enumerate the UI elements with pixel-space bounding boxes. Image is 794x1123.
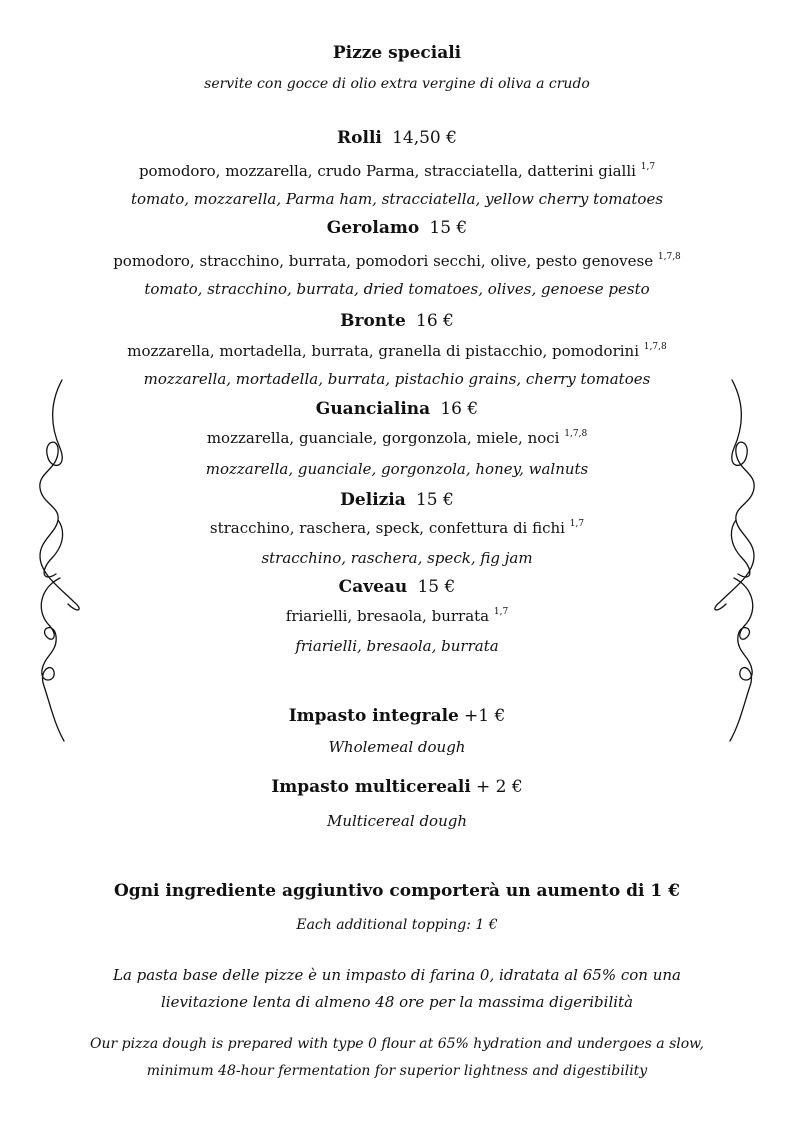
dough-multicereali-heading <box>0 777 794 797</box>
pizza-name: Guancialina <box>315 399 431 419</box>
allergen-codes: 1,7,8 <box>643 342 667 352</box>
pizza-ingredients-en: stracchino, raschera, speck, fig jam <box>261 549 533 567</box>
pizza-heading-rolli <box>0 128 794 148</box>
pizza-heading-bronte <box>0 311 794 331</box>
pizza-ingredients-en: mozzarella, mortadella, burrata, pistachio grains, cherry tomatoes <box>143 370 651 388</box>
pizza-name: Bronte <box>340 311 406 331</box>
allergen-codes: 1,7 <box>493 607 509 617</box>
pizza-ingredients-en: tomato, mozzarella, Parma ham, stracciatella, yellow cherry tomatoes <box>130 190 664 208</box>
pizza-ingredients-it <box>0 162 794 180</box>
dough-price: +1 € <box>463 706 506 726</box>
ingredients-it-text: pomodoro, stracchino, burrata, pomodori secchi, olive, pesto genovese <box>113 252 654 270</box>
allergen-codes: 1,7 <box>640 162 656 172</box>
menu-title: Pizze speciali <box>332 43 462 63</box>
pizza-ingredients-it <box>0 607 794 625</box>
dough-note-it-line2: lievitazione lenta di almeno 48 ore per la massima digeribilità <box>160 993 634 1011</box>
pizza-name: Gerolamo <box>326 218 420 238</box>
pizza-heading-gerolamo <box>0 218 794 238</box>
dough-name: Impasto multicereali <box>271 777 471 797</box>
allergen-codes: 1,7,8 <box>564 429 588 439</box>
dough-price: + 2 € <box>475 777 523 797</box>
pizza-ingredients-it <box>0 429 794 447</box>
allergen-codes: 1,7,8 <box>657 252 681 262</box>
ingredients-it-text: pomodoro, mozzarella, crudo Parma, stracciatella, datterini gialli <box>138 162 636 180</box>
ingredients-it-text: friarielli, bresaola, burrata <box>285 607 490 625</box>
pizza-heading-delizia <box>0 490 794 510</box>
pizza-ingredients-en: mozzarella, guanciale, gorgonzola, honey, walnuts <box>205 460 589 478</box>
extra-topping-it: Ogni ingrediente aggiuntivo comporterà un aumento di 1 € <box>114 881 680 901</box>
allergen-codes: 1,7 <box>569 519 585 529</box>
dough-note-en-line2: minimum 48-hour fermentation for superior lightness and digestibility <box>146 1063 648 1079</box>
extra-topping-en: Each additional topping: 1 € <box>296 917 498 933</box>
dough-integrale-heading <box>0 706 794 726</box>
pizza-ingredients-it <box>0 519 794 537</box>
pizza-price: 15 € <box>417 577 456 597</box>
pizza-price: 15 € <box>415 490 454 510</box>
menu-subtitle: servite con gocce di olio extra vergine di oliva a crudo <box>204 76 590 92</box>
pizza-price: 16 € <box>416 311 454 331</box>
pizza-ingredients-en: friarielli, bresaola, burrata <box>295 637 499 655</box>
pizza-price: 15 € <box>429 218 468 238</box>
pizza-ingredients-it <box>0 342 794 360</box>
dough-integrale-en: Wholemeal dough <box>328 738 466 756</box>
pizza-heading-caveau <box>0 577 794 597</box>
pizza-price: 16 € <box>440 399 479 419</box>
dough-note-it-line1: La pasta base delle pizze è un impasto di farina 0, idratata al 65% con una <box>113 966 681 984</box>
dough-multicereali-en: Multicereal dough <box>326 812 468 830</box>
pizza-ingredients-en: tomato, stracchino, burrata, dried tomatoes, olives, genoese pesto <box>144 280 650 298</box>
ingredients-it-text: stracchino, raschera, speck, confettura di fichi <box>209 519 565 537</box>
pizza-heading-guancialina <box>0 399 794 419</box>
dough-name: Impasto integrale <box>288 706 459 726</box>
ingredients-it-text: mozzarella, mortadella, burrata, granella di pistacchio, pomodorini <box>127 342 639 360</box>
pizza-price: 14,50 € <box>392 128 457 148</box>
pizza-name: Delizia <box>340 490 406 510</box>
pizza-ingredients-it <box>0 252 794 270</box>
pizza-name: Rolli <box>337 128 382 148</box>
dough-note-en-line1: Our pizza dough is prepared with type 0 flour at 65% hydration and undergoes a slow, <box>90 1036 704 1052</box>
pizza-name: Caveau <box>338 577 408 597</box>
ingredients-it-text: mozzarella, guanciale, gorgonzola, miele, noci <box>206 429 560 447</box>
